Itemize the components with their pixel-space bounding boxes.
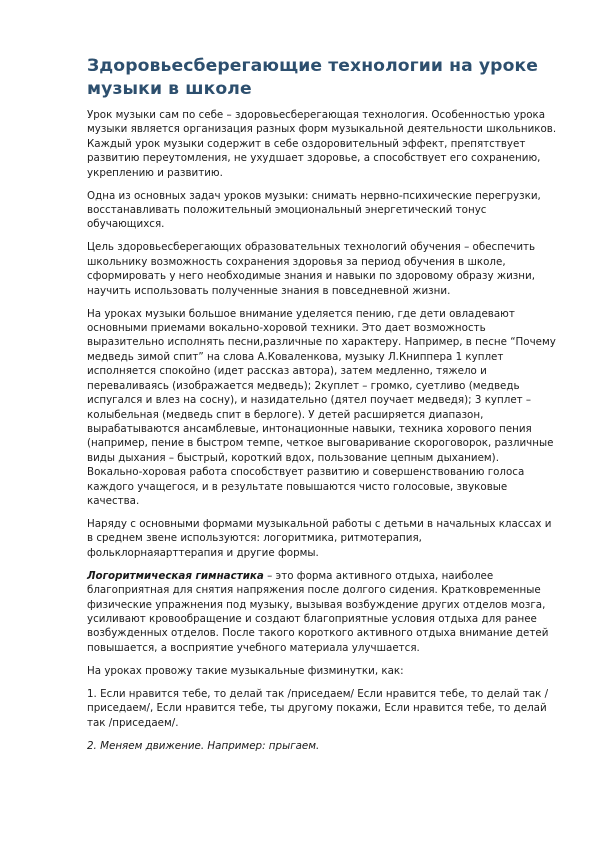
paragraph-list-intro: На уроках провожу такие музыкальные физминутки, как: [87, 664, 404, 677]
logorhythmic-lead: Логоритмическая гимнастика [87, 569, 264, 582]
paragraph-goal: Цель здоровьесберегающих образовательных технологий обучения – обеспечить школьнику возможность сохранения здоровья за период обучения в школе, сформировать у него необходимые знания и навыки по здоровому образу жизни, научить использовать полученные знания в повседневной жизни. [87, 241, 536, 297]
list-item-2: 2. Меняем движение. Например: прыгаем. [87, 739, 320, 752]
logorhythmic-text: – это форма активного отдыха, наиболее благоприятная для снятия напряжения после долгого сидения. Кратковременные физические упражнения под музыку, вызывая возбуждение других отделов мозга, усиливают кровообращение и создают благоприятные условия отдыха для ранее возбужденных отделов. После такого короткого активного отдыха внимание детей повышается, а восприятие учебного материала улучшается. [87, 569, 549, 654]
paragraph-logorhythmic [87, 569, 557, 655]
document-title: Здоровьесберегающие технологии на уроке музыки в школе [87, 56, 539, 99]
paragraph-forms: Наряду с основными формами музыкальной работы с детьми в начальных классах и в среднем звене используются: логоритмика, ритмотерапия, фольклорнаяарттерапия и другие формы. [87, 517, 552, 559]
paragraph-task: Одна из основных задач уроков музыки: снимать нервно-психические перегрузки, восстанавливать положительный эмоциональный энергетический тонус обучающихся. [87, 189, 541, 231]
paragraph-intro: Урок музыки сам по себе – здоровьесберегающая технология. Особенностью урока музыки является организация разных форм музыкальной деятельности школьников. Каждый урок музыки содержит в себе оздоровительный эффект, препятствует развитию переутомления, не ухудшает здоровье, а способствует его сохранению, укреплению и развитию. [87, 109, 557, 179]
list-item-1: 1. Если нравится тебе, то делай так /приседаем/ Если нравится тебе, то делай так /приседаем/, Если нравится тебе, ты другому покажи, Если нравится тебе, то делай так /приседаем/. [87, 687, 549, 729]
document-page [87, 55, 557, 762]
paragraph-singing: На уроках музыки большое внимание уделяется пению, где дети овладевают основными приемами вокально-хоровой техники. Это дает возможность выразительно исполнять песни,различные по характеру. Например, в песне “Почему медведь зимой спит” на слова А.Коваленкова, музыку Л.Книппера 1 куплет исполняется спокойно (идет рассказ автора), затем медленно, тяжело и переваливаясь (изображается медведь); 2куплет – громко, суетливо (медведь испугался и влез на сосну), и назидательно (дятел поучает медведя); 3 куплет – колыбельная (медведь спит в берлоге). У детей расширяется диапазон, вырабатываются ансамблевые, интонационные навыки, техника хорового пения (например, пение в быстром темпе, четкое выговаривание скороговорок, различные виды дыхания – быстрый, короткий вдох, пользование цепным дыханием). Вокально-хоровая работа способствует развитию и совершенствованию голоса каждого учащегося, и в результате повышаются чисто голосовые, звуковые качества. [87, 307, 556, 507]
